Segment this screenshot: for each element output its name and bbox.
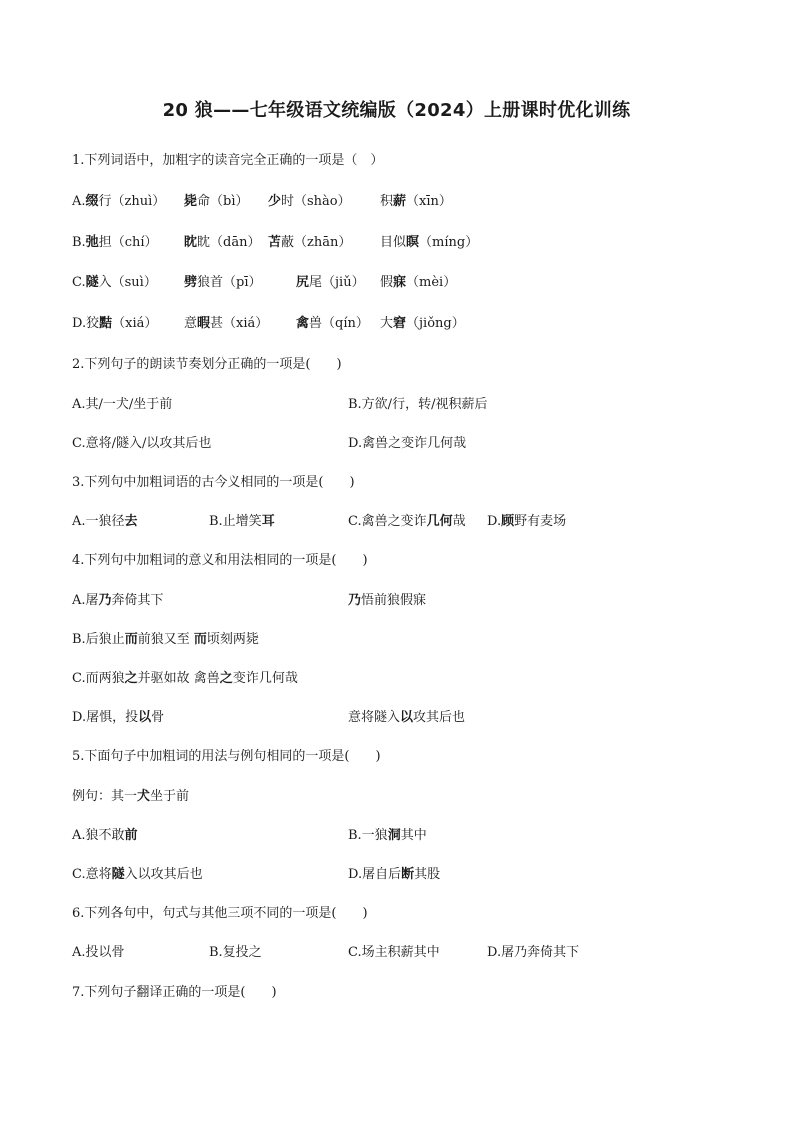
question-7-stem: 7.下列句子翻译正确的一项是( ) (72, 985, 277, 1000)
q3-option-c: C.禽兽之变诈几何哉 (348, 514, 466, 529)
q1-option-c-2: 劈狼首（pī） (184, 275, 262, 290)
q3-option-d: D.顾野有麦场 (487, 514, 567, 529)
question-1-stem: 1.下列词语中，加粗字的读音完全正确的一项是（ ） (72, 153, 384, 168)
question-6-stem: 6.下列各句中，句式与其他三项不同的一项是( ) (72, 906, 368, 921)
q3-option-a: A.一狼径去 (72, 514, 138, 529)
q4-option-d-1: D.屠惧，投以骨 (72, 710, 165, 725)
q5-option-d: D.屠自后断其股 (348, 867, 441, 882)
q2-option-a: A.其/一犬/坐于前 (72, 397, 173, 412)
question-5-stem: 5.下面句子中加粗词的用法与例句相同的一项是( ) (72, 749, 381, 764)
q1-option-b-2: 眈眈（dān） (184, 235, 261, 250)
q4-option-a-2: 乃悟前狼假寐 (348, 593, 427, 608)
q4-option-c: C.而两狼之并驱如故 禽兽之变诈几何哉 (72, 671, 298, 686)
q1-option-c-4: 假寐（mèi） (380, 275, 457, 290)
q1-option-d-3: 禽兽（qín） (296, 316, 369, 331)
q1-option-c-3: 尻尾（jiǔ） (296, 275, 365, 290)
q6-option-c: C.场主积薪其中 (348, 945, 440, 960)
q2-option-c: C.意将/隧入/以攻其后也 (72, 436, 212, 451)
q6-option-a: A.投以骨 (72, 945, 125, 960)
q1-option-c-1: C.隧入（suì） (72, 275, 157, 290)
q1-option-b-1: B.弛担（chí） (72, 235, 158, 250)
q4-option-b: B.后狼止而前狼又至 而顷刻两毙 (72, 632, 259, 647)
q6-option-d: D.屠乃奔倚其下 (487, 945, 580, 960)
q1-option-d-2: 意暇甚（xiá） (184, 316, 269, 331)
q1-option-b-4: 目似瞑（míng） (380, 235, 479, 250)
question-2-stem: 2.下列句子的朗读节奏划分正确的一项是( ) (72, 357, 342, 372)
q1-option-d-4: 大窘（jiǒng） (380, 316, 465, 331)
q6-option-b: B.复投之 (209, 945, 262, 960)
q3-option-b: B.止增笑耳 (209, 514, 275, 529)
q2-option-b: B.方欲/行，转/视积薪后 (348, 397, 488, 412)
q1-option-b-3: 苫蔽（zhān） (268, 235, 352, 250)
q5-option-c: C.意将隧入以攻其后也 (72, 867, 203, 882)
question-3-stem: 3.下列句中加粗词语的古今义相同的一项是( ) (72, 475, 355, 490)
question-4-stem: 4.下列句中加粗词的意义和用法相同的一项是( ) (72, 553, 368, 568)
q1-option-a-1: A.缀行（zhuì） (72, 194, 166, 209)
q1-option-a-2: 毙命（bì） (184, 194, 249, 209)
q4-option-d-2: 意将隧入以攻其后也 (348, 710, 466, 725)
q5-option-b: B.一狼洞其中 (348, 828, 427, 843)
q5-option-a: A.狼不敢前 (72, 828, 138, 843)
page-title: 20 狼——七年级语文统编版（2024）上册课时优化训练 (162, 100, 631, 121)
q2-option-d: D.禽兽之变诈几何哉 (348, 436, 467, 451)
q4-option-a-1: A.屠乃奔倚其下 (72, 593, 164, 608)
q1-option-a-4: 积薪（xīn） (380, 194, 452, 209)
q5-example: 例句：其一犬坐于前 (72, 789, 190, 804)
q1-option-a-3: 少时（shào） (268, 194, 351, 209)
q1-option-d-1: D.狡黠（xiá） (72, 316, 158, 331)
